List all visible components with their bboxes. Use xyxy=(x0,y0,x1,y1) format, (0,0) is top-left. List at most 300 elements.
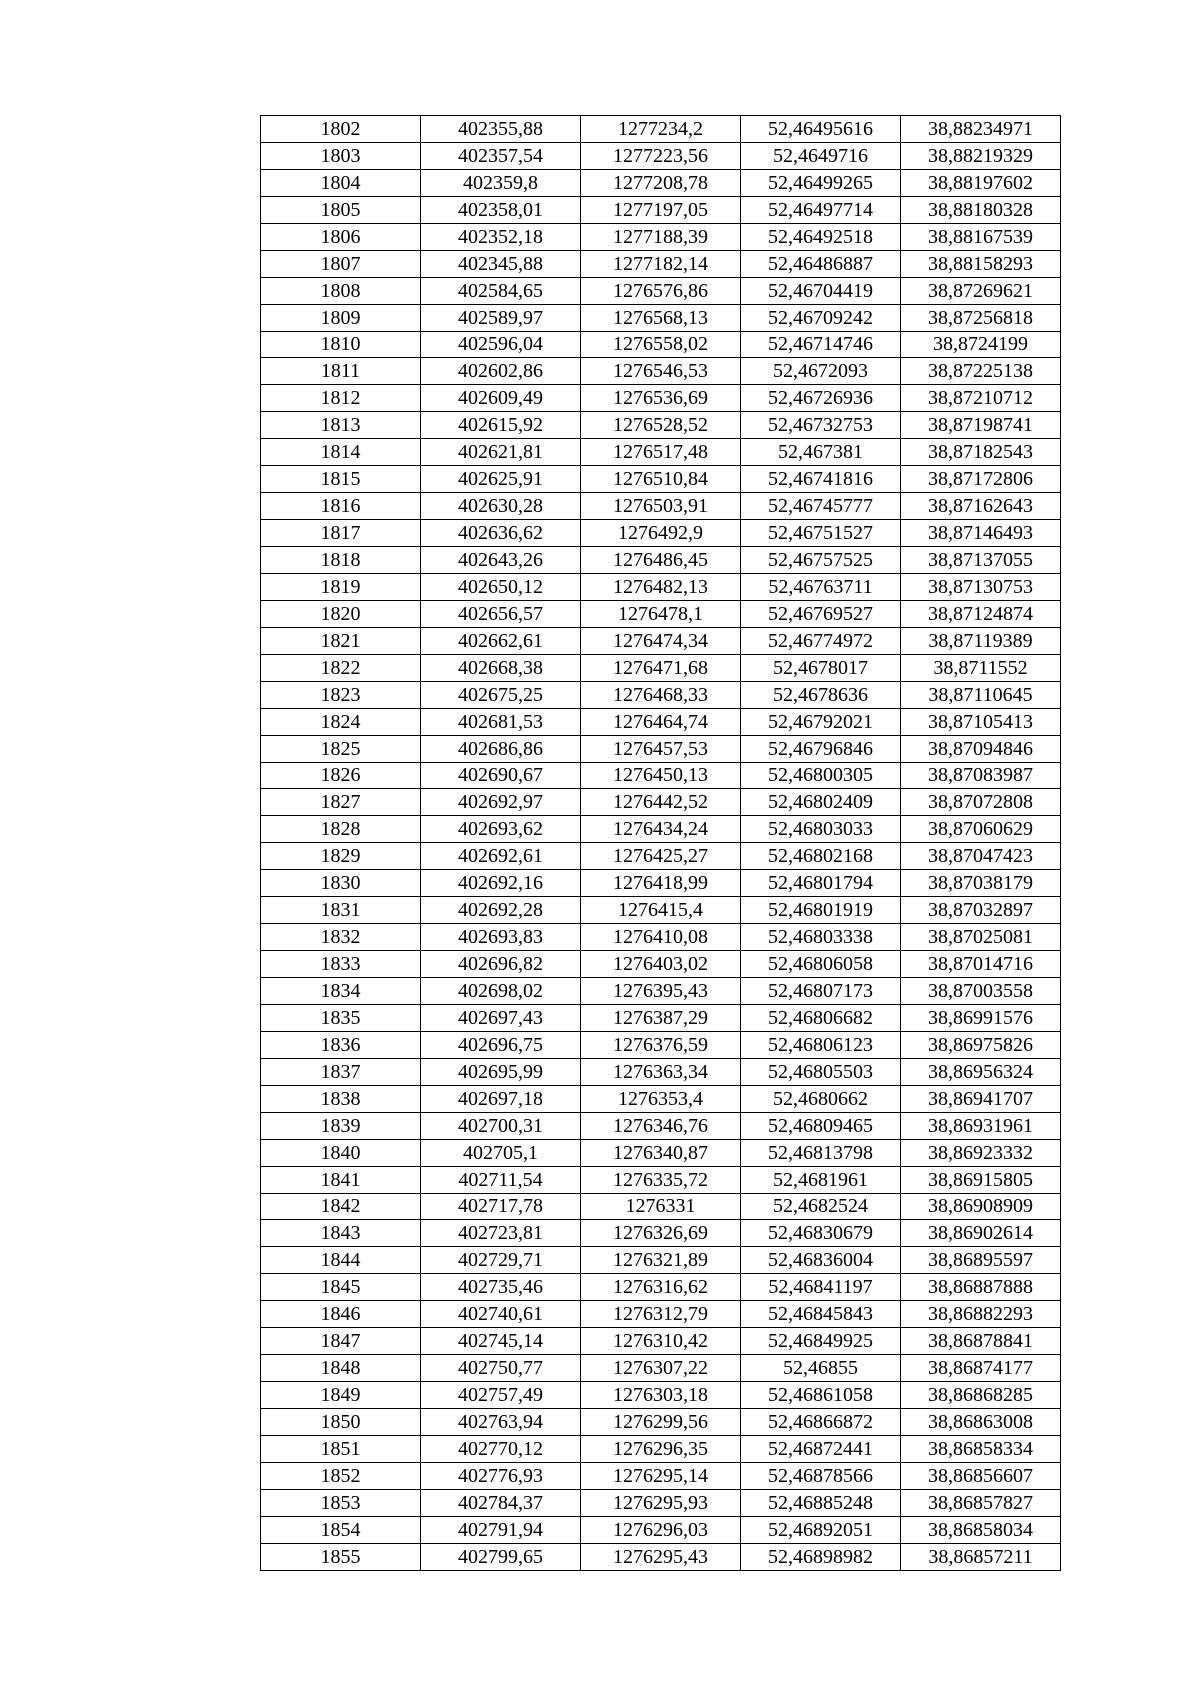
x-coordinate-cell: 402692,28 xyxy=(421,897,581,924)
y-coordinate-cell: 1276353,4 xyxy=(581,1085,741,1112)
longitude-cell: 38,86882293 xyxy=(901,1301,1061,1328)
x-coordinate-cell: 402745,14 xyxy=(421,1328,581,1355)
point-number-cell: 1842 xyxy=(261,1193,421,1220)
latitude-cell: 52,46497714 xyxy=(741,196,901,223)
latitude-cell: 52,46809465 xyxy=(741,1112,901,1139)
longitude-cell: 38,87003558 xyxy=(901,978,1061,1005)
table-row xyxy=(261,1355,1061,1382)
y-coordinate-cell: 1276331 xyxy=(581,1193,741,1220)
x-coordinate-cell: 402675,25 xyxy=(421,681,581,708)
x-coordinate-cell: 402705,1 xyxy=(421,1139,581,1166)
y-coordinate-cell: 1276340,87 xyxy=(581,1139,741,1166)
point-number-cell: 1820 xyxy=(261,600,421,627)
longitude-cell: 38,8724199 xyxy=(901,331,1061,358)
longitude-cell: 38,87025081 xyxy=(901,924,1061,951)
latitude-cell: 52,46486887 xyxy=(741,250,901,277)
latitude-cell: 52,46849925 xyxy=(741,1328,901,1355)
table-row xyxy=(261,196,1061,223)
x-coordinate-cell: 402799,65 xyxy=(421,1543,581,1570)
longitude-cell: 38,8711552 xyxy=(901,654,1061,681)
y-coordinate-cell: 1276335,72 xyxy=(581,1166,741,1193)
latitude-cell: 52,46714746 xyxy=(741,331,901,358)
latitude-cell: 52,46898982 xyxy=(741,1543,901,1570)
table-row xyxy=(261,870,1061,897)
point-number-cell: 1813 xyxy=(261,412,421,439)
y-coordinate-cell: 1276471,68 xyxy=(581,654,741,681)
table-row xyxy=(261,627,1061,654)
y-coordinate-cell: 1276482,13 xyxy=(581,573,741,600)
latitude-cell: 52,46801919 xyxy=(741,897,901,924)
table-row xyxy=(261,1489,1061,1516)
point-number-cell: 1802 xyxy=(261,116,421,143)
table-row xyxy=(261,466,1061,493)
x-coordinate-cell: 402763,94 xyxy=(421,1409,581,1436)
longitude-cell: 38,86868285 xyxy=(901,1382,1061,1409)
x-coordinate-cell: 402681,53 xyxy=(421,708,581,735)
latitude-cell: 52,4649716 xyxy=(741,142,901,169)
latitude-cell: 52,46792021 xyxy=(741,708,901,735)
table-row xyxy=(261,708,1061,735)
x-coordinate-cell: 402625,91 xyxy=(421,466,581,493)
latitude-cell: 52,46774972 xyxy=(741,627,901,654)
x-coordinate-cell: 402352,18 xyxy=(421,223,581,250)
longitude-cell: 38,87269621 xyxy=(901,277,1061,304)
x-coordinate-cell: 402693,83 xyxy=(421,924,581,951)
table-row xyxy=(261,735,1061,762)
y-coordinate-cell: 1276346,76 xyxy=(581,1112,741,1139)
y-coordinate-cell: 1276576,86 xyxy=(581,277,741,304)
y-coordinate-cell: 1276295,43 xyxy=(581,1543,741,1570)
latitude-cell: 52,46892051 xyxy=(741,1516,901,1543)
longitude-cell: 38,86874177 xyxy=(901,1355,1061,1382)
x-coordinate-cell: 402770,12 xyxy=(421,1435,581,1462)
longitude-cell: 38,87110645 xyxy=(901,681,1061,708)
latitude-cell: 52,46803338 xyxy=(741,924,901,951)
latitude-cell: 52,46830679 xyxy=(741,1220,901,1247)
y-coordinate-cell: 1276442,52 xyxy=(581,789,741,816)
x-coordinate-cell: 402668,38 xyxy=(421,654,581,681)
longitude-cell: 38,88197602 xyxy=(901,169,1061,196)
y-coordinate-cell: 1276464,74 xyxy=(581,708,741,735)
y-coordinate-cell: 1276546,53 xyxy=(581,358,741,385)
point-number-cell: 1823 xyxy=(261,681,421,708)
table-row xyxy=(261,1112,1061,1139)
longitude-cell: 38,88180328 xyxy=(901,196,1061,223)
latitude-cell: 52,46704419 xyxy=(741,277,901,304)
longitude-cell: 38,86915805 xyxy=(901,1166,1061,1193)
x-coordinate-cell: 402602,86 xyxy=(421,358,581,385)
table-row xyxy=(261,1058,1061,1085)
x-coordinate-cell: 402757,49 xyxy=(421,1382,581,1409)
table-row xyxy=(261,1543,1061,1570)
longitude-cell: 38,86857827 xyxy=(901,1489,1061,1516)
point-number-cell: 1840 xyxy=(261,1139,421,1166)
point-number-cell: 1851 xyxy=(261,1435,421,1462)
longitude-cell: 38,87256818 xyxy=(901,304,1061,331)
x-coordinate-cell: 402717,78 xyxy=(421,1193,581,1220)
y-coordinate-cell: 1277223,56 xyxy=(581,142,741,169)
latitude-cell: 52,46757525 xyxy=(741,547,901,574)
x-coordinate-cell: 402656,57 xyxy=(421,600,581,627)
y-coordinate-cell: 1276450,13 xyxy=(581,762,741,789)
table-row xyxy=(261,1220,1061,1247)
point-number-cell: 1849 xyxy=(261,1382,421,1409)
longitude-cell: 38,86931961 xyxy=(901,1112,1061,1139)
longitude-cell: 38,87119389 xyxy=(901,627,1061,654)
y-coordinate-cell: 1276316,62 xyxy=(581,1274,741,1301)
latitude-cell: 52,46806058 xyxy=(741,951,901,978)
y-coordinate-cell: 1276295,14 xyxy=(581,1462,741,1489)
point-number-cell: 1809 xyxy=(261,304,421,331)
x-coordinate-cell: 402662,61 xyxy=(421,627,581,654)
x-coordinate-cell: 402358,01 xyxy=(421,196,581,223)
table-row xyxy=(261,1274,1061,1301)
x-coordinate-cell: 402636,62 xyxy=(421,520,581,547)
x-coordinate-cell: 402609,49 xyxy=(421,385,581,412)
latitude-cell: 52,46796846 xyxy=(741,735,901,762)
y-coordinate-cell: 1276387,29 xyxy=(581,1004,741,1031)
longitude-cell: 38,87072808 xyxy=(901,789,1061,816)
point-number-cell: 1839 xyxy=(261,1112,421,1139)
y-coordinate-cell: 1276425,27 xyxy=(581,843,741,870)
latitude-cell: 52,46806682 xyxy=(741,1004,901,1031)
point-number-cell: 1803 xyxy=(261,142,421,169)
x-coordinate-cell: 402700,31 xyxy=(421,1112,581,1139)
y-coordinate-cell: 1276296,35 xyxy=(581,1435,741,1462)
table-row xyxy=(261,1085,1061,1112)
table-row xyxy=(261,493,1061,520)
table-row xyxy=(261,573,1061,600)
table-row xyxy=(261,142,1061,169)
x-coordinate-cell: 402750,77 xyxy=(421,1355,581,1382)
y-coordinate-cell: 1276418,99 xyxy=(581,870,741,897)
latitude-cell: 52,46841197 xyxy=(741,1274,901,1301)
y-coordinate-cell: 1276415,4 xyxy=(581,897,741,924)
y-coordinate-cell: 1276510,84 xyxy=(581,466,741,493)
point-number-cell: 1818 xyxy=(261,547,421,574)
x-coordinate-cell: 402596,04 xyxy=(421,331,581,358)
point-number-cell: 1837 xyxy=(261,1058,421,1085)
table-row xyxy=(261,1328,1061,1355)
y-coordinate-cell: 1276303,18 xyxy=(581,1382,741,1409)
latitude-cell: 52,46878566 xyxy=(741,1462,901,1489)
x-coordinate-cell: 402791,94 xyxy=(421,1516,581,1543)
table-row xyxy=(261,654,1061,681)
y-coordinate-cell: 1276474,34 xyxy=(581,627,741,654)
point-number-cell: 1826 xyxy=(261,762,421,789)
point-number-cell: 1811 xyxy=(261,358,421,385)
point-number-cell: 1812 xyxy=(261,385,421,412)
point-number-cell: 1853 xyxy=(261,1489,421,1516)
latitude-cell: 52,46751527 xyxy=(741,520,901,547)
x-coordinate-cell: 402630,28 xyxy=(421,493,581,520)
y-coordinate-cell: 1276468,33 xyxy=(581,681,741,708)
y-coordinate-cell: 1277197,05 xyxy=(581,196,741,223)
table-row xyxy=(261,412,1061,439)
latitude-cell: 52,4672093 xyxy=(741,358,901,385)
table-row xyxy=(261,1193,1061,1220)
latitude-cell: 52,467381 xyxy=(741,439,901,466)
point-number-cell: 1810 xyxy=(261,331,421,358)
longitude-cell: 38,87225138 xyxy=(901,358,1061,385)
y-coordinate-cell: 1276310,42 xyxy=(581,1328,741,1355)
x-coordinate-cell: 402345,88 xyxy=(421,250,581,277)
table-row xyxy=(261,1435,1061,1462)
longitude-cell: 38,88234971 xyxy=(901,116,1061,143)
latitude-cell: 52,46499265 xyxy=(741,169,901,196)
point-number-cell: 1831 xyxy=(261,897,421,924)
point-number-cell: 1808 xyxy=(261,277,421,304)
latitude-cell: 52,46763711 xyxy=(741,573,901,600)
latitude-cell: 52,46709242 xyxy=(741,304,901,331)
longitude-cell: 38,86863008 xyxy=(901,1409,1061,1436)
latitude-cell: 52,4678636 xyxy=(741,681,901,708)
latitude-cell: 52,46806123 xyxy=(741,1031,901,1058)
longitude-cell: 38,87047423 xyxy=(901,843,1061,870)
table-row xyxy=(261,1409,1061,1436)
table-row xyxy=(261,169,1061,196)
table-row xyxy=(261,331,1061,358)
longitude-cell: 38,86956324 xyxy=(901,1058,1061,1085)
latitude-cell: 52,46800305 xyxy=(741,762,901,789)
table-row xyxy=(261,439,1061,466)
x-coordinate-cell: 402784,37 xyxy=(421,1489,581,1516)
longitude-cell: 38,86858334 xyxy=(901,1435,1061,1462)
y-coordinate-cell: 1276536,69 xyxy=(581,385,741,412)
point-number-cell: 1817 xyxy=(261,520,421,547)
table-row xyxy=(261,816,1061,843)
y-coordinate-cell: 1276503,91 xyxy=(581,493,741,520)
latitude-cell: 52,46805503 xyxy=(741,1058,901,1085)
point-number-cell: 1833 xyxy=(261,951,421,978)
table-row xyxy=(261,1031,1061,1058)
table-row xyxy=(261,978,1061,1005)
latitude-cell: 52,46769527 xyxy=(741,600,901,627)
table-row xyxy=(261,600,1061,627)
x-coordinate-cell: 402723,81 xyxy=(421,1220,581,1247)
longitude-cell: 38,87038179 xyxy=(901,870,1061,897)
latitude-cell: 52,46872441 xyxy=(741,1435,901,1462)
point-number-cell: 1832 xyxy=(261,924,421,951)
x-coordinate-cell: 402690,67 xyxy=(421,762,581,789)
point-number-cell: 1821 xyxy=(261,627,421,654)
point-number-cell: 1807 xyxy=(261,250,421,277)
point-number-cell: 1828 xyxy=(261,816,421,843)
table-row xyxy=(261,1382,1061,1409)
y-coordinate-cell: 1276434,24 xyxy=(581,816,741,843)
x-coordinate-cell: 402650,12 xyxy=(421,573,581,600)
table-row xyxy=(261,681,1061,708)
longitude-cell: 38,87124874 xyxy=(901,600,1061,627)
point-number-cell: 1827 xyxy=(261,789,421,816)
table-row xyxy=(261,520,1061,547)
x-coordinate-cell: 402735,46 xyxy=(421,1274,581,1301)
longitude-cell: 38,87146493 xyxy=(901,520,1061,547)
point-number-cell: 1824 xyxy=(261,708,421,735)
latitude-cell: 52,4680662 xyxy=(741,1085,901,1112)
x-coordinate-cell: 402621,81 xyxy=(421,439,581,466)
point-number-cell: 1819 xyxy=(261,573,421,600)
longitude-cell: 38,86887888 xyxy=(901,1274,1061,1301)
latitude-cell: 52,46802168 xyxy=(741,843,901,870)
point-number-cell: 1854 xyxy=(261,1516,421,1543)
latitude-cell: 52,46803033 xyxy=(741,816,901,843)
x-coordinate-cell: 402584,65 xyxy=(421,277,581,304)
longitude-cell: 38,86878841 xyxy=(901,1328,1061,1355)
point-number-cell: 1830 xyxy=(261,870,421,897)
latitude-cell: 52,4678017 xyxy=(741,654,901,681)
latitude-cell: 52,46732753 xyxy=(741,412,901,439)
y-coordinate-cell: 1277188,39 xyxy=(581,223,741,250)
point-number-cell: 1825 xyxy=(261,735,421,762)
y-coordinate-cell: 1276321,89 xyxy=(581,1247,741,1274)
point-number-cell: 1814 xyxy=(261,439,421,466)
y-coordinate-cell: 1276312,79 xyxy=(581,1301,741,1328)
y-coordinate-cell: 1276486,45 xyxy=(581,547,741,574)
table-row xyxy=(261,843,1061,870)
y-coordinate-cell: 1276403,02 xyxy=(581,951,741,978)
longitude-cell: 38,87210712 xyxy=(901,385,1061,412)
x-coordinate-cell: 402686,86 xyxy=(421,735,581,762)
point-number-cell: 1834 xyxy=(261,978,421,1005)
y-coordinate-cell: 1276517,48 xyxy=(581,439,741,466)
x-coordinate-cell: 402355,88 xyxy=(421,116,581,143)
x-coordinate-cell: 402696,82 xyxy=(421,951,581,978)
x-coordinate-cell: 402359,8 xyxy=(421,169,581,196)
table-row xyxy=(261,250,1061,277)
longitude-cell: 38,87032897 xyxy=(901,897,1061,924)
longitude-cell: 38,86858034 xyxy=(901,1516,1061,1543)
longitude-cell: 38,87137055 xyxy=(901,547,1061,574)
y-coordinate-cell: 1276558,02 xyxy=(581,331,741,358)
point-number-cell: 1816 xyxy=(261,493,421,520)
longitude-cell: 38,87094846 xyxy=(901,735,1061,762)
x-coordinate-cell: 402615,92 xyxy=(421,412,581,439)
latitude-cell: 52,46802409 xyxy=(741,789,901,816)
y-coordinate-cell: 1276376,59 xyxy=(581,1031,741,1058)
table-row xyxy=(261,116,1061,143)
x-coordinate-cell: 402698,02 xyxy=(421,978,581,1005)
latitude-cell: 52,46726936 xyxy=(741,385,901,412)
longitude-cell: 38,86902614 xyxy=(901,1220,1061,1247)
coordinates-table xyxy=(260,115,1061,1571)
x-coordinate-cell: 402643,26 xyxy=(421,547,581,574)
table-row xyxy=(261,277,1061,304)
longitude-cell: 38,87130753 xyxy=(901,573,1061,600)
latitude-cell: 52,46845843 xyxy=(741,1301,901,1328)
latitude-cell: 52,46836004 xyxy=(741,1247,901,1274)
longitude-cell: 38,87182543 xyxy=(901,439,1061,466)
x-coordinate-cell: 402696,75 xyxy=(421,1031,581,1058)
table-row xyxy=(261,304,1061,331)
point-number-cell: 1843 xyxy=(261,1220,421,1247)
latitude-cell: 52,46741816 xyxy=(741,466,901,493)
y-coordinate-cell: 1276296,03 xyxy=(581,1516,741,1543)
longitude-cell: 38,88167539 xyxy=(901,223,1061,250)
latitude-cell: 52,46807173 xyxy=(741,978,901,1005)
longitude-cell: 38,87172806 xyxy=(901,466,1061,493)
longitude-cell: 38,87014716 xyxy=(901,951,1061,978)
y-coordinate-cell: 1277208,78 xyxy=(581,169,741,196)
y-coordinate-cell: 1276295,93 xyxy=(581,1489,741,1516)
x-coordinate-cell: 402692,97 xyxy=(421,789,581,816)
y-coordinate-cell: 1276326,69 xyxy=(581,1220,741,1247)
y-coordinate-cell: 1276492,9 xyxy=(581,520,741,547)
table-row xyxy=(261,547,1061,574)
coordinates-table-body xyxy=(261,116,1061,1571)
longitude-cell: 38,86975826 xyxy=(901,1031,1061,1058)
table-row xyxy=(261,1301,1061,1328)
x-coordinate-cell: 402729,71 xyxy=(421,1247,581,1274)
latitude-cell: 52,46813798 xyxy=(741,1139,901,1166)
point-number-cell: 1838 xyxy=(261,1085,421,1112)
y-coordinate-cell: 1276528,52 xyxy=(581,412,741,439)
x-coordinate-cell: 402589,97 xyxy=(421,304,581,331)
latitude-cell: 52,46801794 xyxy=(741,870,901,897)
longitude-cell: 38,87198741 xyxy=(901,412,1061,439)
latitude-cell: 52,46745777 xyxy=(741,493,901,520)
point-number-cell: 1829 xyxy=(261,843,421,870)
x-coordinate-cell: 402692,61 xyxy=(421,843,581,870)
longitude-cell: 38,87105413 xyxy=(901,708,1061,735)
longitude-cell: 38,86856607 xyxy=(901,1462,1061,1489)
latitude-cell: 52,46855 xyxy=(741,1355,901,1382)
y-coordinate-cell: 1276395,43 xyxy=(581,978,741,1005)
latitude-cell: 52,4681961 xyxy=(741,1166,901,1193)
longitude-cell: 38,86908909 xyxy=(901,1193,1061,1220)
point-number-cell: 1847 xyxy=(261,1328,421,1355)
table-row xyxy=(261,951,1061,978)
point-number-cell: 1846 xyxy=(261,1301,421,1328)
table-row xyxy=(261,1247,1061,1274)
x-coordinate-cell: 402711,54 xyxy=(421,1166,581,1193)
latitude-cell: 52,46861058 xyxy=(741,1382,901,1409)
y-coordinate-cell: 1276457,53 xyxy=(581,735,741,762)
point-number-cell: 1848 xyxy=(261,1355,421,1382)
table-row xyxy=(261,789,1061,816)
table-row xyxy=(261,223,1061,250)
latitude-cell: 52,46866872 xyxy=(741,1409,901,1436)
y-coordinate-cell: 1276307,22 xyxy=(581,1355,741,1382)
x-coordinate-cell: 402692,16 xyxy=(421,870,581,897)
x-coordinate-cell: 402695,99 xyxy=(421,1058,581,1085)
table-row xyxy=(261,1516,1061,1543)
table-row xyxy=(261,1004,1061,1031)
point-number-cell: 1841 xyxy=(261,1166,421,1193)
longitude-cell: 38,86857211 xyxy=(901,1543,1061,1570)
x-coordinate-cell: 402776,93 xyxy=(421,1462,581,1489)
table-row xyxy=(261,762,1061,789)
latitude-cell: 52,4682524 xyxy=(741,1193,901,1220)
latitude-cell: 52,46495616 xyxy=(741,116,901,143)
x-coordinate-cell: 402357,54 xyxy=(421,142,581,169)
point-number-cell: 1845 xyxy=(261,1274,421,1301)
point-number-cell: 1822 xyxy=(261,654,421,681)
point-number-cell: 1806 xyxy=(261,223,421,250)
longitude-cell: 38,86895597 xyxy=(901,1247,1061,1274)
point-number-cell: 1835 xyxy=(261,1004,421,1031)
point-number-cell: 1844 xyxy=(261,1247,421,1274)
y-coordinate-cell: 1277234,2 xyxy=(581,116,741,143)
table-row xyxy=(261,1462,1061,1489)
longitude-cell: 38,87060629 xyxy=(901,816,1061,843)
point-number-cell: 1852 xyxy=(261,1462,421,1489)
y-coordinate-cell: 1276478,1 xyxy=(581,600,741,627)
table-row xyxy=(261,1166,1061,1193)
longitude-cell: 38,86941707 xyxy=(901,1085,1061,1112)
latitude-cell: 52,46492518 xyxy=(741,223,901,250)
table-row xyxy=(261,358,1061,385)
